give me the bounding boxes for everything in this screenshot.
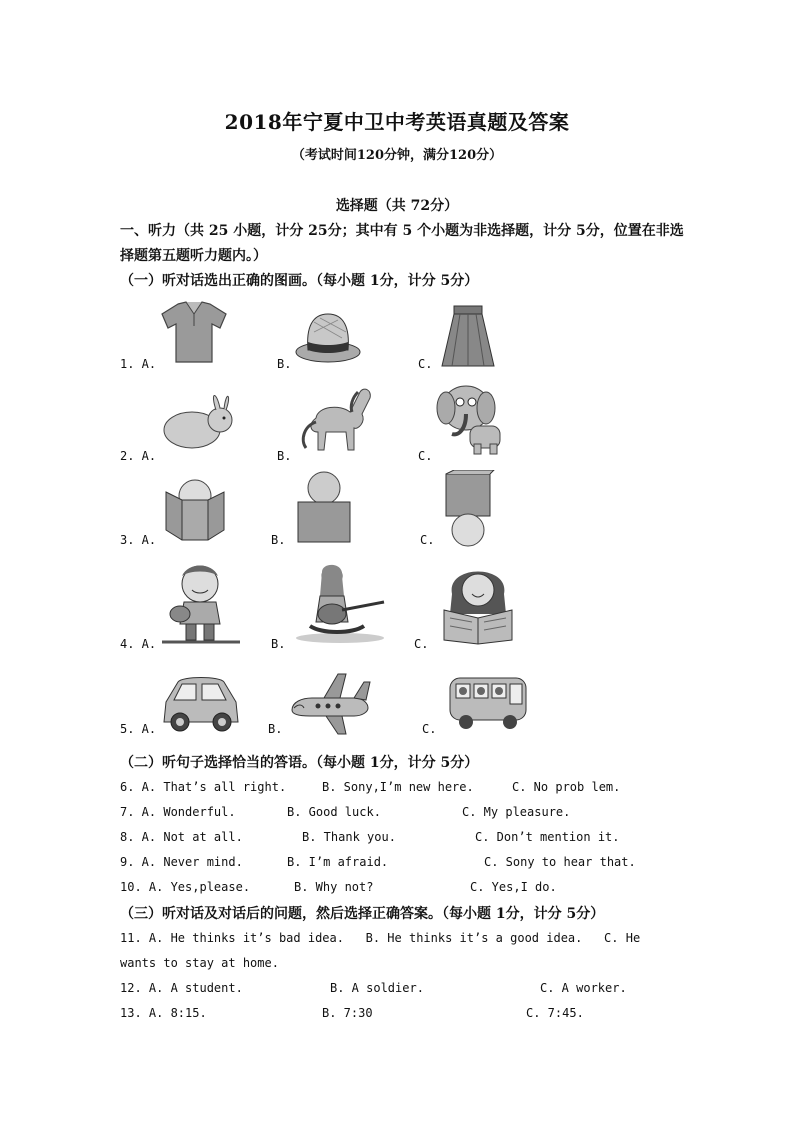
- ball-on-box-icon: [292, 470, 356, 546]
- q13-option-a: 13. A. 8:15.: [120, 1006, 207, 1020]
- q11-line2: wants to stay at home.: [120, 956, 279, 970]
- q9-option-c: C. Sony to hear that.: [484, 855, 636, 869]
- q2-label-c: C.: [418, 449, 433, 463]
- rabbit-icon: [160, 390, 242, 452]
- section-two-heading: （二）听句子选择恰当的答语。（每小题 1分，计分 5分）: [120, 755, 479, 771]
- q10-option-a: 10. A. Yes,please.: [120, 880, 251, 894]
- q1-label-b: B.: [277, 357, 292, 371]
- girl-guitar-icon: [292, 562, 388, 644]
- q7-option-a: 7. A. Wonderful.: [120, 805, 236, 819]
- q11-line1: 11. A. He thinks it’s bad idea. B. He thinks it’s a good idea. C. He: [120, 931, 641, 945]
- q8-option-c: C. Don’t mention it.: [475, 830, 620, 844]
- q6-option-b: B. Sony,I’m new here.: [322, 780, 474, 794]
- hat-icon: [294, 308, 362, 366]
- q8-option-a: 8. A. Not at all.: [120, 830, 243, 844]
- q4-label-a: 4. A.: [120, 637, 157, 651]
- q4-label-c: C.: [414, 637, 429, 651]
- q2-label-b: B.: [277, 449, 292, 463]
- q2-label-a: 2. A.: [120, 449, 157, 463]
- q6-option-c: C. No prob lem.: [512, 780, 621, 794]
- q5-label-c: C.: [422, 722, 437, 736]
- page-subtitle: （考试时间120分钟，满分120分）: [291, 148, 503, 163]
- listening-intro-line2: 择题第五题听力题内。）: [120, 248, 267, 264]
- polo-shirt-icon: [160, 300, 228, 364]
- q4-label-b: B.: [271, 637, 286, 651]
- car-icon: [160, 672, 242, 734]
- listening-intro-line1: 一、听力（共 25 小题，计分 25分；其中有 5 个小题为非选择题，计分 5分，位置在非选: [120, 223, 684, 239]
- section-three-heading: （三）听对话及对话后的问题，然后选择正确答案。（每小题 1分，计分 5分）: [120, 906, 605, 922]
- elephant-icon: [436, 378, 510, 458]
- q1-label-c: C.: [418, 357, 433, 371]
- girl-reading-icon: [436, 564, 520, 646]
- page-title: 2018年宁夏中卫中考英语真题及答案: [224, 110, 570, 134]
- q10-option-c: C. Yes,I do.: [470, 880, 557, 894]
- q6-option-a: 6. A. That’s all right.: [120, 780, 287, 794]
- q9-option-a: 9. A. Never mind.: [120, 855, 243, 869]
- ball-in-box-icon: [160, 478, 230, 544]
- part-heading: 选择题（共 72分）: [335, 198, 459, 214]
- q13-option-b: B. 7:30: [322, 1006, 373, 1020]
- plane-icon: [288, 670, 372, 736]
- q9-option-b: B. I’m afraid.: [287, 855, 389, 869]
- bus-icon: [446, 672, 530, 732]
- q8-option-b: B. Thank you.: [302, 830, 396, 844]
- q5-label-b: B.: [268, 722, 283, 736]
- section-one-heading: （一）听对话选出正确的图画。（每小题 1分，计分 5分）: [120, 273, 479, 289]
- q5-label-a: 5. A.: [120, 722, 157, 736]
- q12-option-b: B. A soldier.: [330, 981, 424, 995]
- q13-option-c: C. 7:45.: [526, 1006, 584, 1020]
- q7-option-b: B. Good luck.: [287, 805, 381, 819]
- q10-option-b: B. Why not?: [294, 880, 374, 894]
- q12-option-a: 12. A. A student.: [120, 981, 243, 995]
- q3-label-a: 3. A.: [120, 533, 157, 547]
- q3-label-b: B.: [271, 533, 286, 547]
- skirt-icon: [440, 304, 496, 370]
- q3-label-c: C.: [420, 533, 435, 547]
- q12-option-c: C. A worker.: [540, 981, 627, 995]
- q1-label-a: 1. A.: [120, 357, 157, 371]
- boy-playing-icon: [160, 562, 244, 646]
- box-on-ball-icon: [438, 470, 498, 548]
- q7-option-c: C. My pleasure.: [462, 805, 571, 819]
- horse-icon: [296, 378, 380, 456]
